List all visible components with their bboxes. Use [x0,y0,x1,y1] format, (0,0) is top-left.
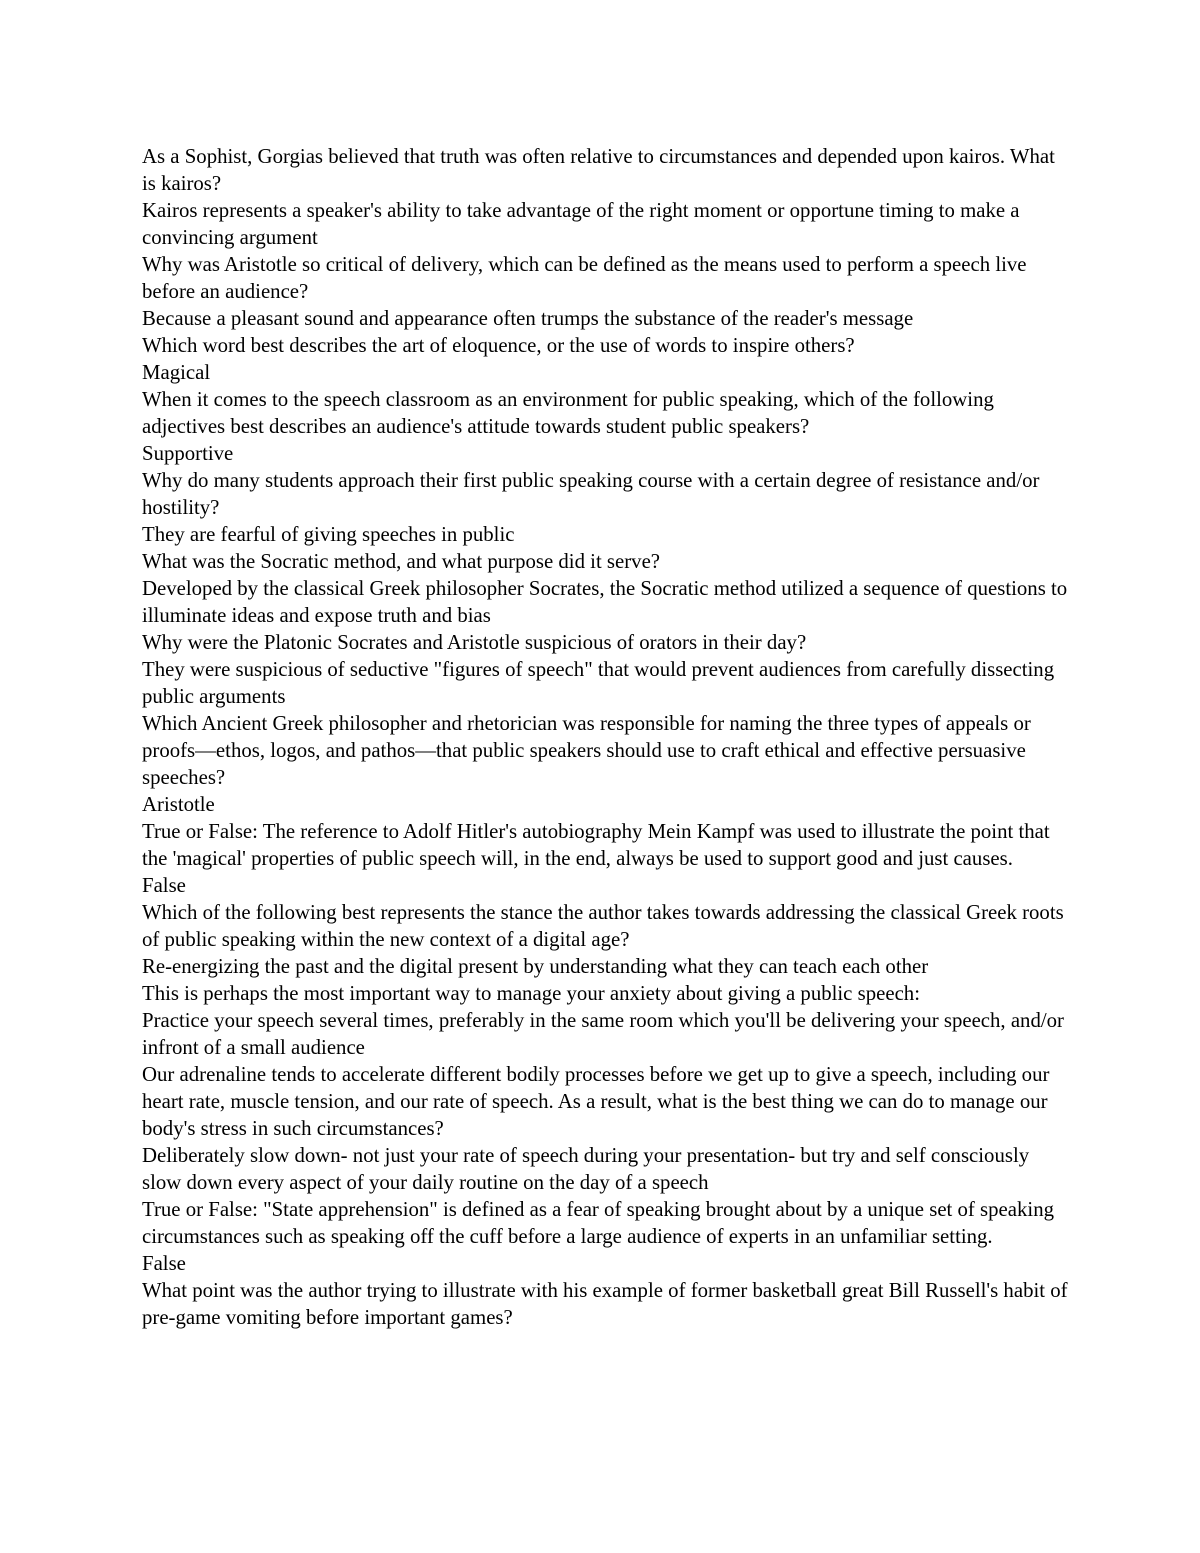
answer-author-stance: Re-energizing the past and the digital present by understanding what they can teach each other [142,955,929,978]
document-body [142,143,1072,1331]
answer-resistance: They are fearful of giving speeches in public [142,523,515,546]
question-delivery: Why was Aristotle so critical of delivery, which can be defined as the means used to perform a speech live before an audience? [142,253,1027,303]
answer-classroom-audience: Supportive [142,442,234,465]
question-classroom-audience: When it comes to the speech classroom as an environment for public speaking, which of the following adjectives best describes an audience's attitude towards student public speakers? [142,388,994,438]
answer-socratic-method: Developed by the classical Greek philosopher Socrates, the Socratic method utilized a sequence of questions to illuminate ideas and expose truth and bias [142,577,1068,627]
question-adrenaline: Our adrenaline tends to accelerate different bodily processes before we get up to give a speech, including our heart rate, muscle tension, and our rate of speech. As a result, what is the best thing we can do to manage our body's stress in such circumstances? [142,1063,1050,1140]
question-author-stance: Which of the following best represents the stance the author takes towards addressing the classical Greek roots of public speaking within the new context of a digital age? [142,901,1064,951]
question-manage-anxiety: This is perhaps the most important way to manage your anxiety about giving a public speech: [142,982,920,1005]
answer-mein-kampf: False [142,874,186,897]
answer-suspicious-orators: They were suspicious of seductive "figures of speech" that would prevent audiences from carefully dissecting public arguments [142,658,1055,708]
question-appeals: Which Ancient Greek philosopher and rhetorician was responsible for naming the three types of appeals or proofs—ethos, logos, and pathos—that public speakers should use to craft ethical and effective persuasive speeches? [142,712,1031,789]
answer-manage-anxiety: Practice your speech several times, preferably in the same room which you'll be delivering your speech, and/or infront of a small audience [142,1009,1064,1059]
answer-adrenaline: Deliberately slow down- not just your rate of speech during your presentation- but try and self consciously slow down every aspect of your daily routine on the day of a speech [142,1144,1030,1194]
question-resistance: Why do many students approach their first public speaking course with a certain degree of resistance and/or hostility? [142,469,1040,519]
question-kairos: As a Sophist, Gorgias believed that truth was often relative to circumstances and depended upon kairos. What is kairos? [142,145,1055,195]
answer-eloquence: Magical [142,361,211,384]
question-eloquence: Which word best describes the art of eloquence, or the use of words to inspire others? [142,334,855,357]
question-bill-russell: What point was the author trying to illustrate with his example of former basketball great Bill Russell's habit of pre-game vomiting before important games? [142,1279,1068,1329]
question-mein-kampf: True or False: The reference to Adolf Hitler's autobiography Mein Kampf was used to illustrate the point that the 'magical' properties of public speech will, in the end, always be used to support good and just causes. [142,820,1050,870]
question-state-apprehension: True or False: "State apprehension" is defined as a fear of speaking brought about by a unique set of speaking circumstances such as speaking off the cuff before a large audience of experts in an unfamiliar setting. [142,1198,1054,1248]
question-socratic-method: What was the Socratic method, and what purpose did it serve? [142,550,661,573]
answer-delivery: Because a pleasant sound and appearance often trumps the substance of the reader's message [142,307,914,330]
answer-appeals: Aristotle [142,793,215,816]
answer-kairos: Kairos represents a speaker's ability to take advantage of the right moment or opportune timing to make a convincing argument [142,199,1020,249]
question-suspicious-orators: Why were the Platonic Socrates and Aristotle suspicious of orators in their day? [142,631,807,654]
answer-state-apprehension: False [142,1252,186,1275]
